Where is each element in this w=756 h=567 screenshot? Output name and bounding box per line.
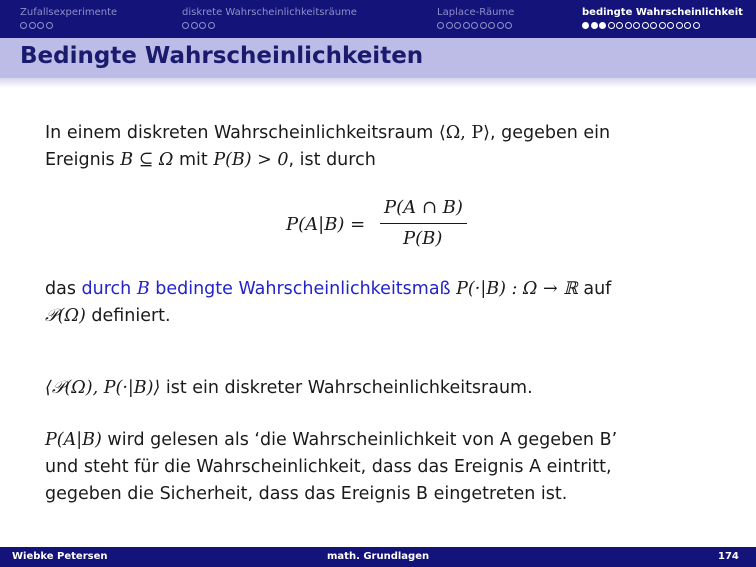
text-segment: , ist durch — [288, 150, 376, 170]
nav-frame-dot[interactable] — [667, 22, 674, 29]
highlight-term: bedingte Wahrscheinlichkeitsmaß — [149, 279, 457, 299]
nav-section-bedingte-wahrscheinlichkeit[interactable]: bedingte Wahrscheinlichkeit — [582, 7, 743, 18]
formula-lhs: P(A|B) = — [286, 214, 366, 235]
text-segment: mit — [173, 150, 214, 170]
footer-author: Wiebke Petersen — [12, 551, 108, 562]
nav-section-diskrete-wahrscheinlichkeitsraeume[interactable]: diskrete Wahrscheinlichkeitsräume — [182, 7, 357, 18]
paragraph-measure-line-2 — [45, 303, 171, 330]
nav-frame-dot[interactable] — [37, 22, 44, 29]
nav-frame-dot[interactable] — [642, 22, 649, 29]
section-navigation-bar — [0, 0, 756, 38]
text-segment: wird gelesen als ‘die Wahrscheinlichkeit von A gegeben B’ — [101, 430, 618, 450]
nav-frame-dot[interactable] — [616, 22, 623, 29]
nav-frame-dot[interactable] — [582, 22, 589, 29]
nav-frame-dot[interactable] — [505, 22, 512, 29]
nav-frame-dot[interactable] — [454, 22, 461, 29]
math-conditional-measure: P(·|B) : Ω → ℝ — [456, 279, 578, 299]
nav-frame-dot[interactable] — [20, 22, 27, 29]
nav-frame-dot[interactable] — [437, 22, 444, 29]
nav-frame-dot[interactable] — [46, 22, 53, 29]
math-probability-space: ⟨Ω, P⟩ — [438, 123, 490, 143]
nav-frame-dot[interactable] — [591, 22, 598, 29]
math-power-set: 𝒫(Ω) — [45, 306, 86, 326]
nav-frame-dot[interactable] — [182, 22, 189, 29]
nav-frame-dot[interactable] — [625, 22, 632, 29]
paragraph-space-statement — [45, 375, 533, 402]
paragraph-measure-line-1 — [45, 276, 611, 303]
nav-frame-dot[interactable] — [650, 22, 657, 29]
nav-section-zufallsexperimente[interactable]: Zufallsexperimente — [20, 7, 118, 18]
highlight-text: durch — [81, 279, 137, 299]
nav-frame-dot[interactable] — [633, 22, 640, 29]
text-segment: definiert. — [85, 306, 171, 326]
nav-frame-dot[interactable] — [693, 22, 700, 29]
slide-title-bar — [0, 38, 756, 78]
text-segment: auf — [577, 279, 612, 299]
nav-frame-dot[interactable] — [29, 22, 36, 29]
nav-dots-zufallsexperimente[interactable] — [20, 22, 53, 31]
nav-dots-bedingte-wahrscheinlichkeit[interactable] — [582, 22, 700, 31]
paragraph-reading-line-3: gegeben die Sicherheit, dass das Ereignis B eingetreten ist. — [45, 484, 568, 504]
title-shadow — [0, 78, 756, 88]
nav-frame-dot[interactable] — [684, 22, 691, 29]
nav-frame-dot[interactable] — [480, 22, 487, 29]
nav-frame-dot[interactable] — [199, 22, 206, 29]
nav-frame-dot[interactable] — [471, 22, 478, 29]
paragraph-definition-line-1 — [45, 120, 610, 147]
nav-frame-dot[interactable] — [676, 22, 683, 29]
paragraph-reading-line-1 — [45, 427, 617, 454]
math-event-subset: B ⊆ Ω — [120, 150, 174, 170]
nav-frame-dot[interactable] — [463, 22, 470, 29]
text-segment: , gegeben ein — [490, 123, 611, 143]
nav-frame-dot[interactable] — [208, 22, 215, 29]
footer-page-number: 174 — [718, 551, 739, 562]
math-conditional-probability: P(A|B) — [45, 430, 102, 450]
text-segment: das — [45, 279, 82, 299]
fraction-bar — [380, 223, 467, 224]
paragraph-reading-line-2: und steht für die Wahrscheinlichkeit, dass das Ereignis A eintritt, — [45, 457, 612, 477]
math-conditional-space: ⟨𝒫(Ω), P(·|B)⟩ — [45, 378, 161, 398]
nav-frame-dot[interactable] — [488, 22, 495, 29]
footer-course: math. Grundlagen — [327, 551, 430, 562]
nav-frame-dot[interactable] — [659, 22, 666, 29]
highlight-math-B: B — [136, 279, 150, 299]
formula-denominator: P(B) — [403, 228, 443, 249]
slide-footer — [0, 547, 756, 567]
slide-title: Bedingte Wahrscheinlichkeiten — [20, 43, 424, 69]
text-segment: Ereignis — [45, 150, 121, 170]
nav-frame-dot[interactable] — [191, 22, 198, 29]
nav-frame-dot[interactable] — [608, 22, 615, 29]
nav-dots-laplace-raeume[interactable] — [437, 22, 512, 31]
nav-frame-dot[interactable] — [599, 22, 606, 29]
nav-dots-diskrete-wahrscheinlichkeitsraeume[interactable] — [182, 22, 215, 31]
nav-section-laplace-raeume[interactable]: Laplace-Räume — [437, 7, 515, 18]
text-segment: ist ein diskreter Wahrscheinlichkeitsraum. — [160, 378, 533, 398]
math-positive-probability: P(B) > 0 — [213, 150, 289, 170]
formula-numerator: P(A ∩ B) — [384, 197, 463, 218]
nav-frame-dot[interactable] — [497, 22, 504, 29]
text-segment: In einem diskreten Wahrscheinlichkeitsraum — [45, 123, 439, 143]
paragraph-definition-line-2 — [45, 147, 376, 174]
nav-frame-dot[interactable] — [446, 22, 453, 29]
